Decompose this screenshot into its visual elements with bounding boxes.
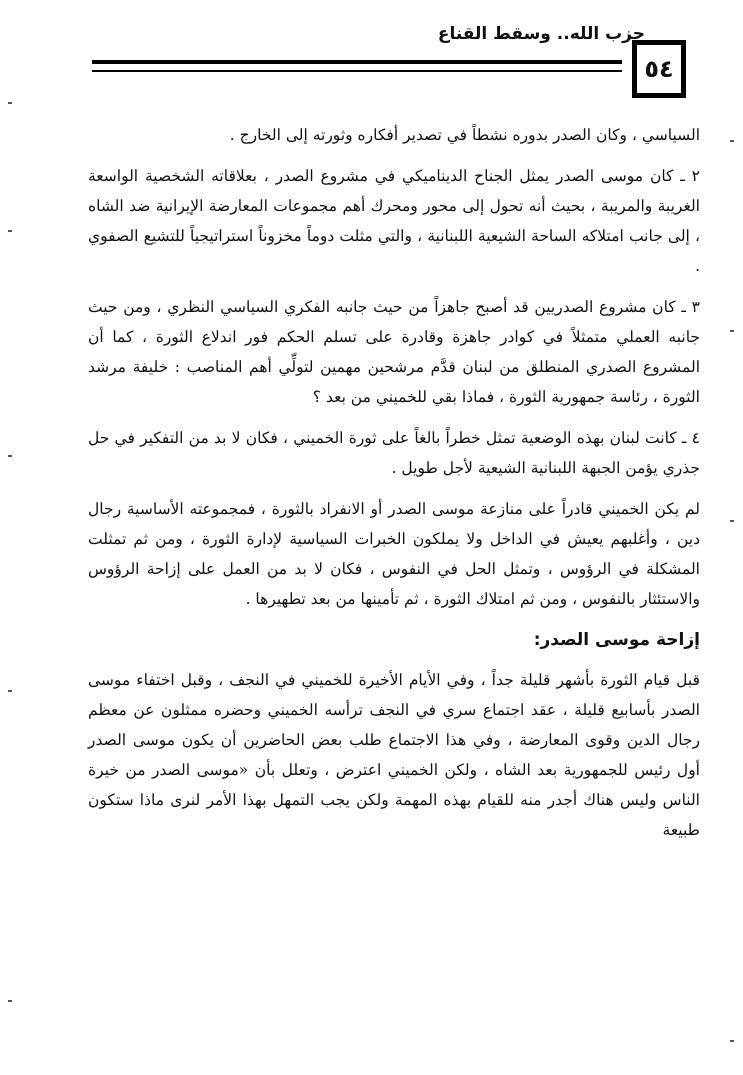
scan-edge-mark — [730, 140, 734, 142]
scan-edge-mark — [8, 1000, 12, 1002]
page-number-box — [632, 40, 686, 98]
paragraph-point-4: ٤ ـ كانت لبنان بهذه الوضعية تمثل خطراً بالغاً على ثورة الخميني ، فكان لا بد من التفكير في حل جذري يؤمن الجبهة اللبنانية الشيعية لأجل طويل . — [88, 429, 700, 477]
paragraph-meeting: قبل قيام الثورة بأشهر قليلة جداً ، وفي الأيام الأخيرة للخميني في النجف ، وقبل اختفاء موسى الصدر بأسابيع قليلة ، عقد اجتماع سري في النجف ترأسه الخميني وحضره ممثلون عن معظم رجال الدين وقوى المعارضة ، وفي هذا الاجتماع طلب بعض الحاضرين أن يكون موسى الصدر أول رئيس للجمهورية بعد الشاه ، ولكن الخميني اعترض ، وتعلل بأن «موسى الصدر من خيرة الناس وليس هناك أجدر منه للقيام بهذه المهمة ولكن يجب التمهل بهذا الأمر لنرى ماذا ستكون طبيعة — [88, 671, 700, 839]
scan-edge-mark — [8, 102, 12, 104]
scan-edge-mark — [730, 330, 734, 332]
scan-edge-mark — [8, 230, 12, 232]
paragraph-point-3: ٣ ـ كان مشروع الصدريين قد أصبح جاهزاً من حيث جانبه الفكري السياسي النظري ، ومن حيث جانبه العملي متمثلاً في كوادر جاهزة وقادرة على تسلم الحكم فور اندلاع الثورة ، كما أن المشروع الصدري المنطلق من لبنان قدَّم مرشحين مهمين لتولِّي أهم المناصب : خليفة مرشد الثورة ، رئاسة جمهورية الثورة ، فماذا بقي للخميني من بعد ؟ — [88, 298, 700, 406]
page-number: ٥٤ — [644, 55, 674, 83]
scan-edge-mark — [8, 455, 12, 457]
body-text — [88, 120, 700, 856]
scan-edge-mark — [730, 520, 734, 522]
section-heading: إزاحة موسى الصدر: — [533, 630, 700, 650]
header-rule-thick — [92, 60, 622, 64]
running-header-title: حزب الله.. وسقط القناع — [437, 24, 645, 44]
header-rule-thin — [92, 70, 622, 72]
scan-edge-mark — [8, 690, 12, 692]
paragraph-khomeini: لم يكن الخميني قادراً على منازعة موسى الصدر أو الانفراد بالثورة ، فمجموعته الأساسية رجال دين ، وأغلبهم يعيش في الداخل ولا يملكون الخبرات السياسية لإدارة الثورة ، ومن ثم تمثلت المشكلة في الرؤوس ، وتمثل الحل في النفوس ، فكان لا بد من العمل على إزاحة الرؤوس والاستئثار بالنفوس ، ومن ثم امتلاك الثورة ، ثم تأمينها من بعد تطهيرها . — [88, 500, 700, 608]
scan-edge-mark — [730, 1040, 734, 1042]
paragraph-point-2: ٢ ـ كان موسى الصدر يمثل الجناح الديناميكي في مشروع الصدر ، بعلاقاته الشخصية الواسعة الغريبة والمريبة ، بحيث أنه تحول إلى محور ومحرك أهم مجموعات المعارضة الإيرانية ضد الشاه ، إلى جانب امتلاكه الساحة الشيعية اللبنانية ، والتي مثلت دوماً مخزوناً استراتيجياً للتشيع الصفوي . — [88, 167, 700, 275]
paragraph-continuation: السياسي ، وكان الصدر بدوره نشطاً في تصدير أفكاره وثورته إلى الخارج . — [229, 126, 700, 144]
